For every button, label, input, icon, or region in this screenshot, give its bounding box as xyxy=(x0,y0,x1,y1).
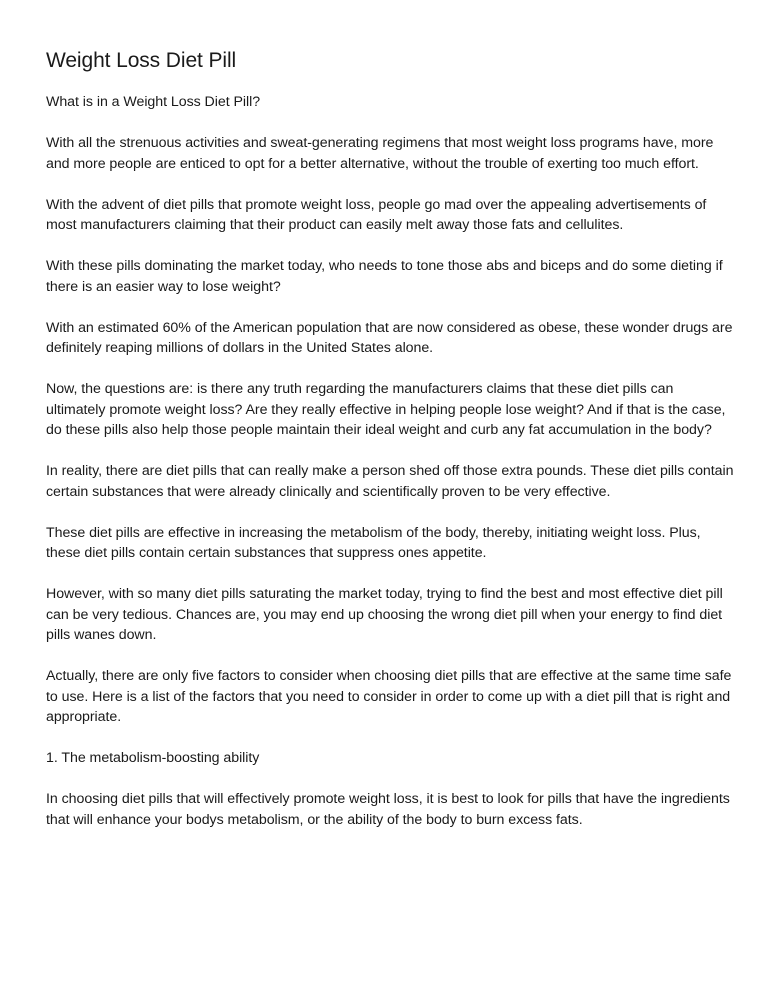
section-heading: 1. The metabolism-boosting ability xyxy=(46,750,260,766)
paragraph: Actually, there are only five factors to consider when choosing diet pills that are effective at the same time safe to use. Here is a list of the factors that you need to consider in order to come up with a diet pill that is right and appropriate. xyxy=(46,668,732,725)
paragraph: These diet pills are effective in increasing the metabolism of the body, thereby, initiating weight loss. Plus, these diet pills contain certain substances that suppress ones appetite. xyxy=(46,524,701,561)
document-title: Weight Loss Diet Pill xyxy=(46,49,237,72)
paragraph: Now, the questions are: is there any truth regarding the manufacturers claims that these diet pills can ultimately promote weight loss? Are they really effective in helping people lose weight? And if that is the case, do these pills also help those people maintain their ideal weight and curb any fat accumulation in the body? xyxy=(46,381,726,438)
paragraph: In reality, there are diet pills that can really make a person shed off those extra pounds. These diet pills contain certain substances that were already clinically and scientifically proven to be very effective. xyxy=(46,463,734,500)
paragraph: With these pills dominating the market today, who needs to tone those abs and biceps and do some dieting if there is an easier way to lose weight? xyxy=(46,258,723,295)
document-body xyxy=(46,47,736,851)
paragraph: However, with so many diet pills saturating the market today, trying to find the best and most effective diet pill can be very tedious. Chances are, you may end up choosing the wrong diet pill when your energy to find diet pills wanes down. xyxy=(46,586,723,643)
paragraph-subtitle: What is in a Weight Loss Diet Pill? xyxy=(46,94,261,110)
paragraph: In choosing diet pills that will effectively promote weight loss, it is best to look for pills that have the ingredients that will enhance your bodys metabolism, or the ability of the body to burn excess fats. xyxy=(46,791,730,828)
paragraph: With an estimated 60% of the American population that are now considered as obese, these wonder drugs are definitely reaping millions of dollars in the United States alone. xyxy=(46,319,733,356)
paragraph: With all the strenuous activities and sweat-generating regimens that most weight loss programs have, more and more people are enticed to opt for a better alternative, without the trouble of exerting too much effort. xyxy=(46,135,714,172)
paragraph: With the advent of diet pills that promote weight loss, people go mad over the appealing advertisements of most manufacturers claiming that their product can easily melt away those fats and cellulites. xyxy=(46,196,707,233)
